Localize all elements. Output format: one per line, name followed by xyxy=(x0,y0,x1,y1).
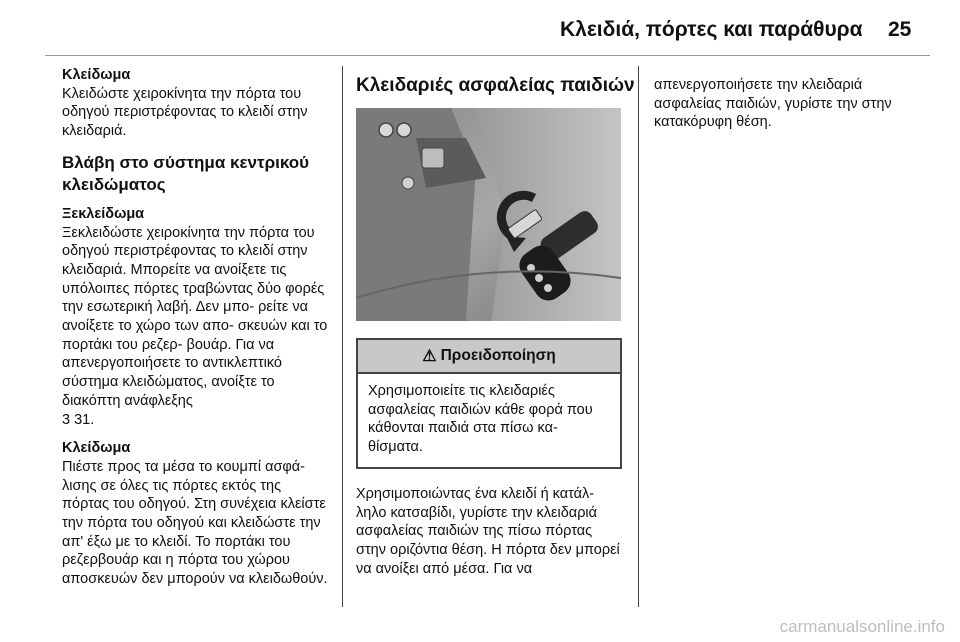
warning-title: Προειδοποίηση xyxy=(440,347,556,364)
locking-heading: Κλείδωμα xyxy=(62,67,131,83)
child-lock-continued-paragraph: απενεργοποιήσετε την κλειδαριά ασφαλείας παιδιών, γυρίστε την στην κατακόρυφη θέση. xyxy=(654,77,892,131)
column-right xyxy=(654,76,924,132)
unlocking-text: Ξεκλειδώστε χειροκίνητα την πόρτα του οδηγού περιστρέφοντας το κλειδί στην κλειδαριά. Μπορείτε να ανοίξετε τις υπόλοιπες πόρτες τραβώντας δύο φορές την εσωτερική λαβή. Δεν μπο- ρείτε να ανοίξετε το χώρο των απο- σκευών και το πορτάκι του ρεζερ- βουάρ. Για να απενεργοποιήσετε το αντικλεπτικό σύστημα κλειδώματος, ανοίξτε το διακόπτη ανάφλεξης xyxy=(62,224,328,409)
warning-header xyxy=(358,340,620,374)
child-lock-paragraph: Χρησιμοποιώντας ένα κλειδί ή κατάλ- ληλο κατσαβίδι, γυρίστε την κλειδαριά ασφαλείας παιδιών της πίσω πόρτας στην οριζόντια θέση. Η πόρτα δεν μπορεί να ανοίξει από μέσα. Για να xyxy=(356,485,620,577)
column-left xyxy=(62,66,332,589)
central-locking-fault-heading: Βλάβη στο σύστημα κεντρικού κλειδώματος xyxy=(62,152,310,194)
child-lock-photo xyxy=(356,108,621,321)
warning-triangle-icon: ⚠ xyxy=(422,348,437,365)
locking2-paragraph: Πιέστε προς τα μέσα το κουμπί ασφά- λισης σε όλες τις πόρτες εκτός της πόρτας του οδηγού. Στη συνέχεια κλείστε την πόρτα του οδηγού και κλειδώστε την απ' έξω με το κλειδί. Το πορτάκι του ρεζερβουάρ και η πόρτα του χώρου αποσκευών δεν μπορούν να κλειδωθούν. xyxy=(62,458,328,588)
header-rule xyxy=(45,55,930,56)
child-locks-heading: Κλειδαριές ασφαλείας παιδιών xyxy=(356,75,635,96)
column-middle xyxy=(356,74,635,578)
page-number: 25 xyxy=(888,18,912,41)
warning-text: Χρησιμοποιείτε τις κλειδαριές ασφαλείας παιδιών κάθε φορά που κάθονται παιδιά στα πίσω κα- θίσματα. xyxy=(368,383,593,456)
unlocking-paragraph xyxy=(62,224,332,430)
watermark: carmanualsonline.info xyxy=(779,617,945,636)
page-reference-link[interactable]: 3 31. xyxy=(62,411,95,428)
locking-paragraph: Κλειδώστε χειροκίνητα την πόρτα του οδηγού περιστρέφοντας το κλειδί στην κλειδαριά. xyxy=(62,85,308,140)
column-divider-left xyxy=(342,66,343,607)
page-header-title: Κλειδιά, πόρτες και παράθυρα xyxy=(560,18,863,41)
unlocking-heading: Ξεκλείδωμα xyxy=(62,205,145,222)
locking2-heading: Κλείδωμα xyxy=(62,440,131,457)
warning-box xyxy=(356,338,622,469)
column-divider-right xyxy=(638,66,639,607)
